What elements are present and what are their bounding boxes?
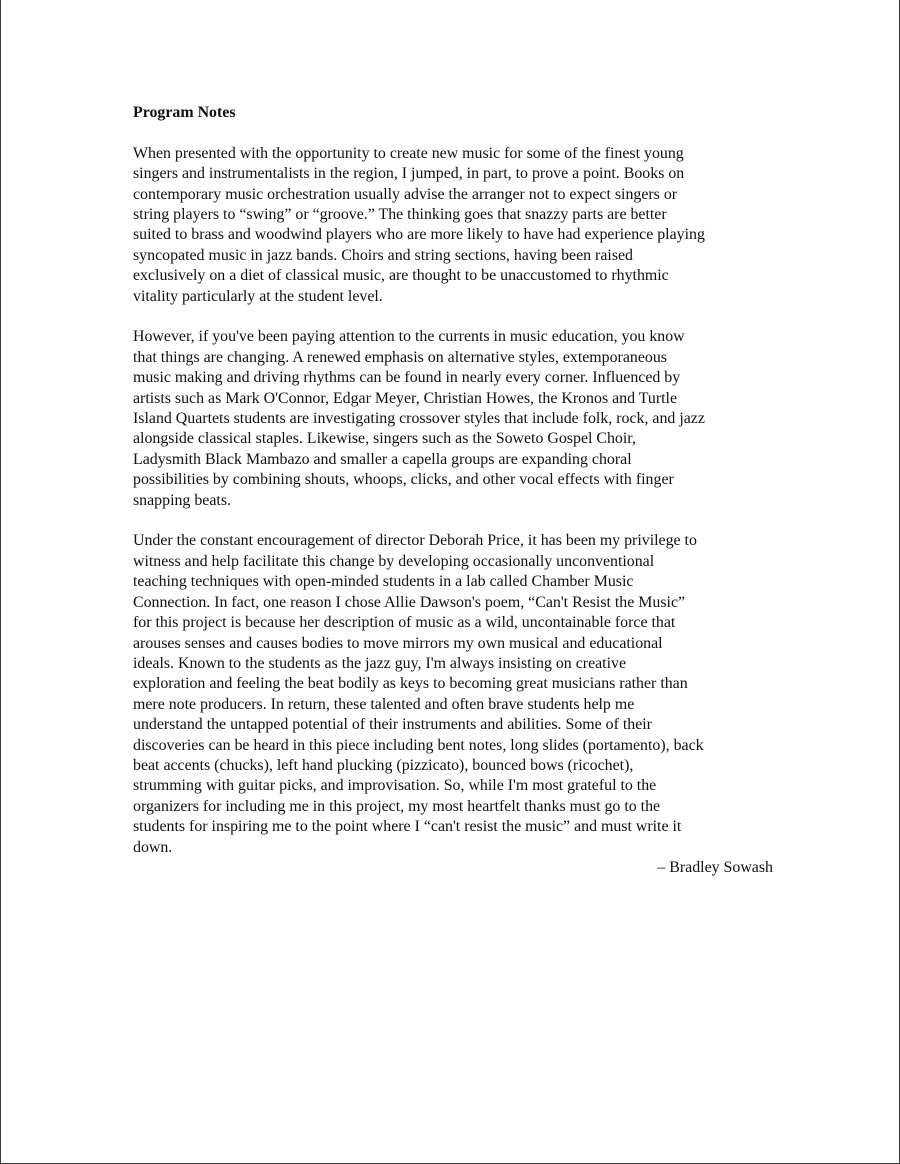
text-line: exploration and feeling the beat bodily as keys to becoming great musicians rather than xyxy=(133,675,688,693)
text-line: When presented with the opportunity to create new music for some of the finest young xyxy=(133,144,684,162)
text-line: Ladysmith Black Mambazo and smaller a capella groups are expanding choral xyxy=(133,450,632,468)
text-line: singers and instrumentalists in the region, I jumped, in part, to prove a point. Books on xyxy=(133,165,685,183)
text-line: vitality particularly at the student level. xyxy=(133,287,383,305)
document-title: Program Notes xyxy=(133,104,236,121)
author-signature: – Bradley Sowash xyxy=(657,858,773,876)
paragraph-3 xyxy=(133,531,773,858)
text-line: beat accents (chucks), left hand plucking (pizzicato), bounced bows (ricochet), xyxy=(133,756,634,774)
text-line: arouses senses and causes bodies to move mirrors my own musical and educational xyxy=(133,634,663,652)
text-line: Island Quartets students are investigating crossover styles that include folk, rock, and jazz xyxy=(133,410,705,428)
text-line: Connection. In fact, one reason I chose Allie Dawson's poem, “Can't Resist the Music” xyxy=(133,593,686,611)
text-line: students for inspiring me to the point where I “can't resist the music” and must write it xyxy=(133,818,682,836)
text-line: alongside classical staples. Likewise, singers such as the Soweto Gospel Choir, xyxy=(133,430,636,448)
text-line: understand the untapped potential of their instruments and abilities. Some of their xyxy=(133,716,652,734)
text-line: Under the constant encouragement of director Deborah Price, it has been my privilege to xyxy=(133,532,697,550)
document-page xyxy=(133,103,773,878)
text-line: discoveries can be heard in this piece including bent notes, long slides (portamento), back xyxy=(133,736,704,754)
text-line: contemporary music orchestration usually advise the arranger not to expect singers or xyxy=(133,185,678,203)
text-line: teaching techniques with open-minded students in a lab called Chamber Music xyxy=(133,573,634,591)
text-line: syncopated music in jazz bands. Choirs and string sections, having been raised xyxy=(133,246,633,264)
text-line: mere note producers. In return, these talented and often brave students help me xyxy=(133,695,635,713)
text-line: for this project is because her description of music as a wild, uncontainable force that xyxy=(133,614,676,632)
text-line: down. xyxy=(133,838,173,856)
text-line: that things are changing. A renewed emphasis on alternative styles, extemporaneous xyxy=(133,348,667,366)
text-line: strumming with guitar picks, and improvisation. So, while I'm most grateful to the xyxy=(133,777,657,795)
text-line: ideals. Known to the students as the jazz guy, I'm always insisting on creative xyxy=(133,654,627,672)
text-line: snapping beats. xyxy=(133,491,231,509)
text-line: artists such as Mark O'Connor, Edgar Meyer, Christian Howes, the Kronos and Turtle xyxy=(133,389,678,407)
text-line: possibilities by combining shouts, whoops, clicks, and other vocal effects with finger xyxy=(133,471,674,489)
text-line: organizers for including me in this project, my most heartfelt thanks must go to the xyxy=(133,797,661,815)
text-line: music making and driving rhythms can be found in nearly every corner. Influenced by xyxy=(133,369,681,387)
text-line: However, if you've been paying attention to the currents in music education, you know xyxy=(133,328,685,346)
text-line: exclusively on a diet of classical music, are thought to be unaccustomed to rhythmic xyxy=(133,267,669,285)
text-line: string players to “swing” or “groove.” The thinking goes that snazzy parts are better xyxy=(133,206,667,224)
paragraph-2 xyxy=(133,327,773,511)
text-line: suited to brass and woodwind players who are more likely to have had experience playing xyxy=(133,226,705,244)
text-line: witness and help facilitate this change by developing occasionally unconventional xyxy=(133,552,655,570)
paragraph-1 xyxy=(133,144,773,307)
